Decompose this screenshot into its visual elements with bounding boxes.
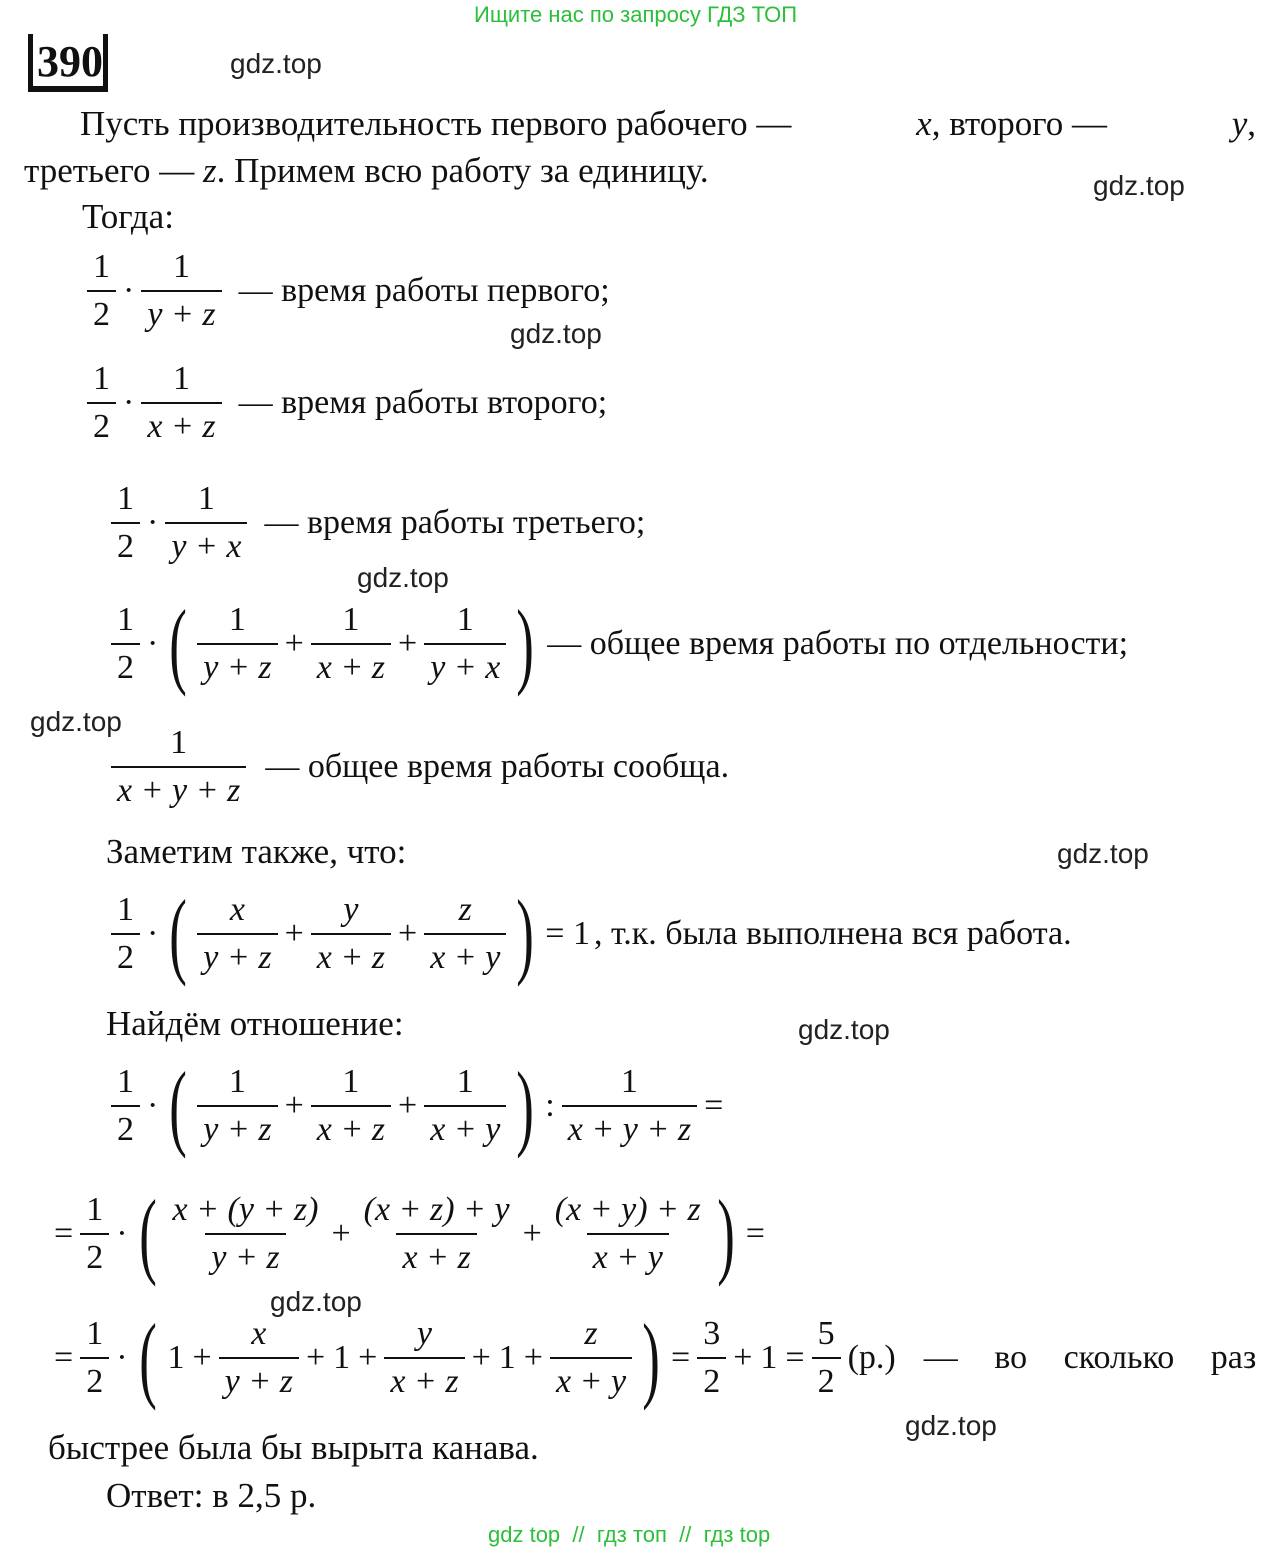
watermark: gdz.top <box>357 562 449 593</box>
ratio-line-3: = $\frac{1}{2}$ · ( 1 + $\frac{x}{y + z}$ + 1 + $\frac{y}{x + z}$ + 1 + $\frac{z}{x + y}$ ) = $\frac{3}{2}$ + 1 = $\frac{5}{2}$ (р.) — во сколько раз <box>54 1304 1257 1411</box>
total-separate: $\frac{1}{2}$ · ( $\frac{1}{y + z}$ + $\frac{1}{x + z}$ + $\frac{1}{y + x}$ ) — общее время работы по отдельности; <box>108 596 1132 692</box>
total-together: $\frac{1}{x + y + z}$ — общее время работы сообща. <box>108 726 733 808</box>
time-first: $\frac{1}{2}$ · $\frac{1}{y + z}$ — время работы первого; <box>84 250 614 332</box>
problem-number: 390 <box>28 34 108 92</box>
ratio-line-2: = $\frac{1}{2}$ · ( $\frac{x + (y + z)}{y + z}$ + $\frac{(x + z) + y}{x + z}$ + $\frac{(x + y) + z}{x + y}$ ) = <box>54 1180 765 1287</box>
watermark: gdz.top <box>30 706 122 737</box>
ratio-tail: быстрее была бы вырыта канава. <box>48 1428 539 1467</box>
watermark: gdz.top <box>798 1014 890 1045</box>
time-second: $\frac{1}{2}$ · $\frac{1}{x + z}$ — время работы второго; <box>84 362 611 444</box>
watermark: gdz.top <box>270 1286 362 1317</box>
ratio-line-1: $\frac{1}{2}$ · ( $\frac{1}{y + z}$ + $\frac{1}{x + z}$ + $\frac{1}{x + y}$ ) : $\frac{1}{x + y + z}$ = <box>108 1058 727 1154</box>
watermark: gdz.top <box>510 318 602 349</box>
time-third: $\frac{1}{2}$ · $\frac{1}{y + x}$ — время работы третьего; <box>108 482 649 564</box>
note-equation: $\frac{1}{2}$ · ( $\frac{x}{y + z}$ + $\frac{y}{x + z}$ + $\frac{z}{x + y}$ ) = 1 , т.к. была выполнена вся работа. <box>108 886 1072 982</box>
intro-line-2: третьего — z. Примем всю работу за единицу. <box>24 151 709 190</box>
answer: Ответ: в 2,5 р. <box>106 1476 317 1515</box>
watermark: gdz.top <box>905 1410 997 1441</box>
intro-line-1: Пусть производительность первого рабочего — x, второго — y, <box>80 104 1256 143</box>
footer-links[interactable]: gdz top // гдз топ // гдз top <box>488 1522 771 1547</box>
watermark: gdz.top <box>230 48 322 79</box>
search-banner: Ищите нас по запросу ГДЗ ТОП <box>474 2 798 27</box>
watermark: gdz.top <box>1057 838 1149 869</box>
note-label: Заметим также, что: <box>106 832 407 871</box>
ratio-label: Найдём отношение: <box>106 1004 404 1043</box>
watermark: gdz.top <box>1093 170 1185 201</box>
then-label: Тогда: <box>82 197 174 236</box>
